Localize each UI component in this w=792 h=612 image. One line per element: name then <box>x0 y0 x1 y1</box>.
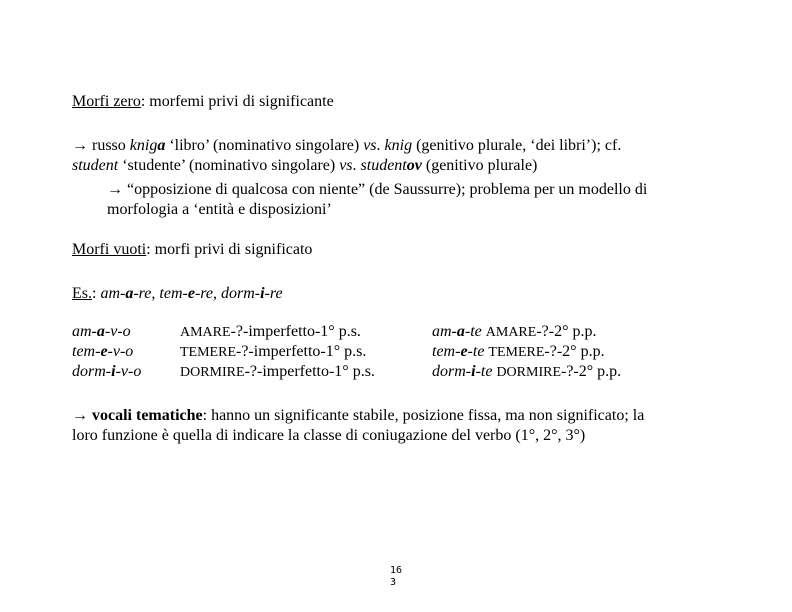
morfi-vuoti-heading <box>72 240 312 260</box>
gloss-text: (genitivo plurale) <box>421 157 538 174</box>
table-cell-gloss <box>180 322 361 343</box>
gloss-text: -?-2° p.p. <box>544 343 605 360</box>
thematic-vowel: a <box>96 323 105 340</box>
word-part: tem- <box>159 285 188 302</box>
word-stem: knig <box>129 137 158 154</box>
word-part: am- <box>100 285 126 302</box>
punctuation: . <box>352 157 361 174</box>
punctuation: . <box>376 137 385 154</box>
thematic-vowels-line-1 <box>72 406 644 426</box>
morfi-zero-heading <box>72 92 334 112</box>
arrow-text: → russo <box>72 137 130 154</box>
table-cell-form <box>72 342 133 362</box>
word-part: dorm- <box>432 363 472 380</box>
verb-lemma: TEMERE <box>488 345 545 360</box>
word-stem: student <box>360 157 407 174</box>
word-part: -te <box>464 323 486 340</box>
saussure-note-line-1: → “opposizione di qualcosa con niente” (de Saussurre); problema per un modello di <box>107 181 648 198</box>
verb-lemma: DORMIRE <box>496 365 561 380</box>
word-part: -v-o <box>107 343 134 360</box>
verb-lemma: DORMIRE <box>180 365 245 380</box>
table-cell-form-gloss <box>432 342 605 363</box>
russian-example-line-2 <box>72 156 537 176</box>
word-part: -v-o <box>104 323 131 340</box>
word-part: dorm- <box>72 363 112 380</box>
word-part: -te <box>475 363 497 380</box>
table-cell-gloss <box>180 362 375 383</box>
russian-example-line-1 <box>72 136 621 156</box>
word-part: -re, <box>133 285 160 302</box>
thematic-vowel: e <box>187 285 195 302</box>
thematic-vowel: a <box>125 285 134 302</box>
word-part: -te <box>467 343 489 360</box>
definition-text: : hanno un significante stabile, posizione fissa, ma non significato; la <box>202 407 645 424</box>
word-part: -re, <box>194 285 222 302</box>
table-cell-gloss <box>180 342 366 363</box>
gloss-text: ‘studente’ (nominativo singolare) <box>118 157 340 174</box>
thematic-vowel: e <box>100 343 108 360</box>
word-part: tem- <box>72 343 101 360</box>
vs-text: vs <box>339 157 353 174</box>
examples-line <box>72 284 283 304</box>
verb-lemma: TEMERE <box>180 345 236 360</box>
thematic-vowels-term: vocali tematiche <box>92 407 203 424</box>
word-part: tem- <box>432 343 461 360</box>
table-cell-form-gloss <box>432 362 621 383</box>
table-cell-form <box>72 362 141 382</box>
word-part: -v-o <box>115 363 142 380</box>
page-number-top: 16 <box>390 565 403 576</box>
word-part: -re <box>264 285 283 302</box>
word-part: dorm- <box>221 285 261 302</box>
arrow-text: → <box>72 407 92 424</box>
word-ending: a <box>157 137 166 154</box>
verb-lemma: AMARE <box>180 325 231 340</box>
table-cell-form-gloss <box>432 322 596 343</box>
punctuation: : <box>92 285 101 302</box>
vs-text: vs <box>363 137 377 154</box>
thematic-vowel: i <box>111 363 116 380</box>
saussure-note-line-2: morfologia a ‘entità e disposizioni’ <box>107 201 332 218</box>
gloss-text: -?-2° p.p. <box>561 363 622 380</box>
thematic-vowel: i <box>471 363 476 380</box>
gloss-text: -?-imperfetto-1° p.s. <box>230 323 361 340</box>
word-stem: knig <box>384 137 413 154</box>
page-number-bottom: 3 <box>390 577 397 588</box>
verb-lemma: AMARE <box>485 325 537 340</box>
thematic-vowel: a <box>456 323 465 340</box>
thematic-vowel: e <box>460 343 468 360</box>
word-part: am- <box>72 323 97 340</box>
gloss-text: -?-imperfetto-1° p.s. <box>236 343 367 360</box>
gloss-text: -?-2° p.p. <box>536 323 597 340</box>
word-stem: student <box>72 157 119 174</box>
table-cell-form <box>72 322 131 342</box>
es-label: Es. <box>72 285 92 302</box>
morfi-vuoti-definition: : morfi privi di significato <box>146 241 313 258</box>
word-ending: ov <box>406 157 422 174</box>
morfi-zero-title: Morfi zero <box>72 93 141 110</box>
gloss-text: ‘libro’ (nominativo singolare) <box>165 137 364 154</box>
gloss-text: -?-imperfetto-1° p.s. <box>244 363 375 380</box>
thematic-vowels-line-2: loro funzione è quella di indicare la classe di coniugazione del verbo (1°, 2°, 3°) <box>72 427 586 444</box>
thematic-vowel: i <box>260 285 265 302</box>
word-part: am- <box>432 323 457 340</box>
gloss-text: (genitivo plurale, ‘dei libri’); cf. <box>412 137 622 154</box>
morfi-zero-definition: : morfemi privi di significante <box>140 93 334 110</box>
morfi-vuoti-title: Morfi vuoti <box>72 241 147 258</box>
